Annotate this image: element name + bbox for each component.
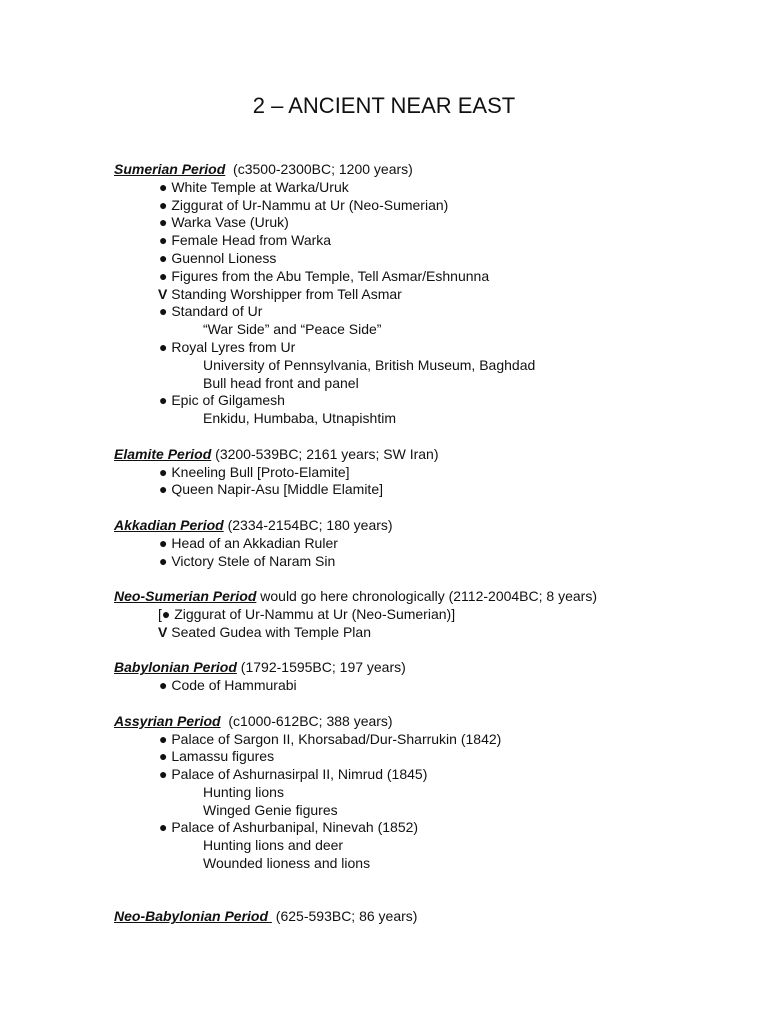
list-item: ● Queen Napir-Asu [Middle Elamite]: [159, 481, 383, 498]
check-mark: V: [158, 623, 168, 640]
list-item: ● Palace of Ashurnasirpal II, Nimrud (1845): [159, 766, 428, 783]
list-item: ● Palace of Ashurbanipal, Ninevah (1852): [159, 819, 419, 836]
list-item: ● Palace of Sargon II, Khorsabad/Dur-Sharrukin (1842): [159, 730, 502, 747]
list-item: ● Kneeling Bull [Proto-Elamite]: [159, 463, 350, 480]
period-name: Neo-Sumerian Period: [114, 588, 257, 605]
list-item: ● Epic of Gilgamesh: [159, 392, 285, 409]
list-item: ● Warka Vase (Uruk): [159, 214, 289, 231]
section-heading-akkadian: [114, 517, 754, 535]
list-item: ● Code of Hammurabi: [159, 677, 297, 694]
list-item: ● Victory Stele of Naram Sin: [159, 552, 336, 569]
period-dates: (2334-2154BC; 180 years): [223, 516, 393, 533]
page-title: 2 – ANCIENT NEAR EAST: [252, 93, 516, 118]
list-item: ● Female Head from Warka: [159, 232, 332, 249]
document-body: [114, 161, 754, 926]
period-name: Babylonian Period: [114, 659, 237, 676]
sub-item: “War Side” and “Peace Side”: [203, 321, 382, 338]
sub-item: Winged Genie figures: [203, 801, 338, 818]
list-item: [114, 624, 754, 642]
section-heading-sumerian: [114, 161, 754, 179]
sub-item: Wounded lioness and lions: [203, 855, 371, 872]
period-dates: (c3500-2300BC; 1200 years): [225, 161, 413, 177]
list-item: ● Ziggurat of Ur-Nammu at Ur (Neo-Sumerian): [159, 196, 449, 213]
section-heading-neo-sumerian: [114, 588, 754, 606]
period-name: Neo-Babylonian Period: [114, 908, 272, 925]
list-item: ● Royal Lyres from Ur: [159, 338, 296, 355]
list-item: ● Standard of Ur: [159, 303, 263, 320]
sub-item: Hunting lions and deer: [203, 837, 344, 854]
period-name: Sumerian Period: [114, 161, 226, 177]
period-name: Assyrian Period: [114, 712, 221, 729]
section-heading-neo-babylonian: [114, 908, 754, 926]
sub-item: University of Pennsylvania, British Museum, Baghdad: [203, 356, 536, 373]
list-item: ● Head of an Akkadian Ruler: [159, 534, 338, 551]
period-dates: (3200-539BC; 2161 years; SW Iran): [211, 445, 439, 462]
list-item: [114, 286, 754, 304]
list-item: ● Guennol Lioness: [159, 249, 277, 266]
period-name: Elamite Period: [114, 445, 212, 462]
list-item: ● Lamassu figures: [159, 748, 275, 765]
section-heading-elamite: [114, 446, 754, 464]
period-dates: (1792-1595BC; 197 years): [236, 659, 406, 676]
section-heading-assyrian: [114, 713, 754, 731]
list-item-text: Seated Gudea with Temple Plan: [167, 623, 371, 640]
list-item: ● Figures from the Abu Temple, Tell Asmar/Eshnunna: [159, 267, 490, 284]
sub-item: Bull head front and panel: [203, 374, 359, 391]
period-dates: (625-593BC; 86 years): [271, 908, 418, 925]
section-heading-babylonian: [114, 659, 754, 677]
sub-item: Hunting lions: [203, 783, 284, 800]
period-dates: (c1000-612BC; 388 years): [220, 712, 393, 729]
list-item-text: Standing Worshipper from Tell Asmar: [167, 285, 402, 302]
list-item: [● Ziggurat of Ur-Nammu at Ur (Neo-Sumerian)]: [158, 605, 456, 622]
period-dates: would go here chronologically (2112-2004BC; 8 years): [256, 588, 597, 605]
period-name: Akkadian Period: [114, 516, 224, 533]
sub-item: Enkidu, Humbaba, Utnapishtim: [203, 410, 396, 427]
check-mark: V: [158, 285, 168, 302]
list-item: ● White Temple at Warka/Uruk: [159, 178, 349, 195]
